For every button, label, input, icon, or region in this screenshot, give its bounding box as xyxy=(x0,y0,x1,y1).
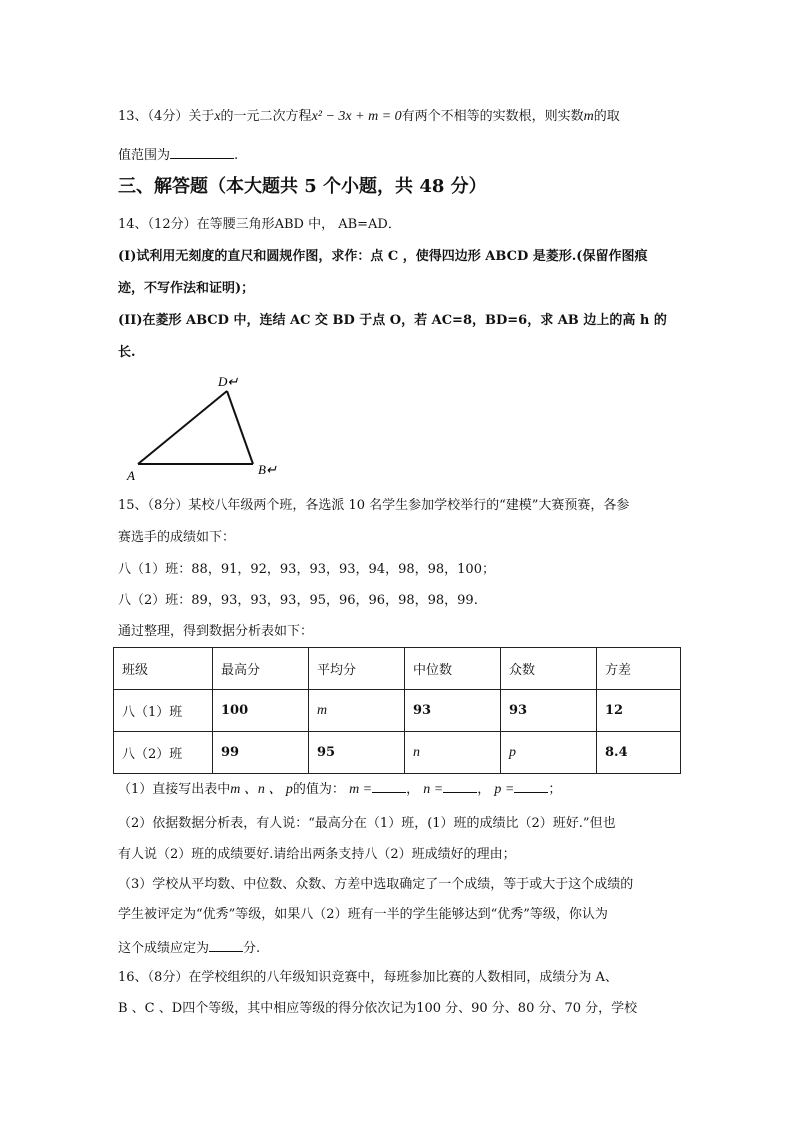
q13-var-m: m xyxy=(583,109,594,124)
table-cell: 八（2）班 xyxy=(114,732,213,774)
q15-sub1-mid: 的值为： xyxy=(292,782,345,797)
triangle-side-db xyxy=(227,391,253,464)
p-answer-blank[interactable] xyxy=(514,778,548,793)
q13-suffix: 的取 xyxy=(593,109,620,124)
table-header-cell: 平均分 xyxy=(309,648,405,690)
vertex-b-label: B↵ xyxy=(258,462,277,477)
q13-mid1: 的一元二次方程 xyxy=(220,109,312,124)
q13-prefix: 13、（4分）关于 xyxy=(118,109,215,124)
table-header-cell: 最高分 xyxy=(213,648,309,690)
table-cell: m xyxy=(309,690,405,732)
q15-sub3-line3-suffix: 分. xyxy=(243,941,261,956)
q13-line2 xyxy=(118,144,680,166)
q13-answer-blank[interactable] xyxy=(170,144,234,159)
n-answer-blank[interactable] xyxy=(443,778,477,793)
q16-line1: 16、（8分）在学校组织的八年级知识竞赛中，每班参加比赛的人数相同，成绩分为 A、 xyxy=(118,970,618,985)
table-header-cell: 中位数 xyxy=(405,648,501,690)
vertex-a-label: A xyxy=(127,468,135,483)
q15-line2: 赛选手的成绩如下： xyxy=(118,530,236,545)
table-cell: 八（1）班 xyxy=(114,690,213,732)
table-header-cell: 班级 xyxy=(114,648,213,690)
data-analysis-table xyxy=(113,647,681,774)
q15-sub1-prefix: （1）直接写出表中 xyxy=(118,782,231,797)
q13-line1 xyxy=(118,107,680,127)
q14-line4: (II)在菱形 ABCD 中，连结 AC 交 BD 于点 O，若 AC=8，BD=6，求 AB 边上的高 h 的 xyxy=(118,313,667,328)
triangle-side-ad xyxy=(138,391,227,464)
q15-sub2-line2: 有人说（2）班的成绩要好.请给出两条支持八（2）班成绩好的理由； xyxy=(118,847,516,862)
table-row xyxy=(114,732,681,774)
m-answer-blank[interactable] xyxy=(372,778,406,793)
triangle-abd-figure xyxy=(120,372,290,487)
q16-line2: B 、C 、D四个等级，其中相应等级的得分依次记为100 分、90 分、80 分、70 分，学校 xyxy=(118,1001,638,1016)
table-cell: 8.4 xyxy=(597,732,681,774)
q15-sub3-line3 xyxy=(118,937,680,959)
table-header-cell: 众数 xyxy=(501,648,597,690)
q14-line3: 迹，不写作法和证明)； xyxy=(118,281,255,296)
table-header-row xyxy=(114,648,681,690)
table-cell: 95 xyxy=(309,732,405,774)
table-cell: 100 xyxy=(213,690,309,732)
q13-var-x: x xyxy=(214,109,221,124)
table-cell: n xyxy=(405,732,501,774)
q14-line2: (I)试利用无刻度的直尺和圆规作图，求作：点 C ，使得四边形 ABCD 是菱形.(保留作图痕 xyxy=(118,249,648,264)
q15-sub1-p-label: p = xyxy=(494,782,515,797)
q13-mid2: 有两个不相等的实数根，则实数 xyxy=(401,109,584,124)
table-cell: 12 xyxy=(597,690,681,732)
table-cell: p xyxy=(501,732,597,774)
q15-sub1-vars: m 、n 、 p xyxy=(230,782,293,797)
q13-line2-text: 值范围为 xyxy=(118,148,171,163)
q14-line1: 14、（12分）在等腰三角形ABD 中， AB=AD． xyxy=(118,217,401,232)
table-cell: 93 xyxy=(501,690,597,732)
q15-sub3-line2: 学生被评定为“优秀”等级，如果八（2）班有一半的学生能够达到“优秀”等级，你认为 xyxy=(118,907,608,922)
table-cell: 99 xyxy=(213,732,309,774)
table-row xyxy=(114,690,681,732)
q15-sub1-n-label: n = xyxy=(423,782,444,797)
q15-sub1: （1）直接写出表中m 、n 、 p的值为： m = ， n = ， p = ； xyxy=(118,778,680,800)
q15-table-intro: 通过整理，得到数据分析表如下： xyxy=(118,624,314,639)
q15-class1-scores: 八（1）班：88，91，92，93，93，93，94，98，98，100； xyxy=(118,562,495,577)
q15-sub1-end: ； xyxy=(548,782,562,797)
q15-sub3-line1: （3）学校从平均数、中位数、众数、方差中选取确定了一个成绩，等于或大于这个成绩的 xyxy=(118,877,634,892)
q14-line5: 长. xyxy=(118,345,136,360)
score-answer-blank[interactable] xyxy=(209,937,243,952)
section-3-title: 三、解答题（本大题共 5 个小题，共 48 分） xyxy=(118,176,487,197)
q15-sub2-line1: （2）依据数据分析表，有人说：“最高分在（1）班，(1）班的成绩比（2）班好.”但也 xyxy=(118,816,616,831)
q13-equation: x² − 3x + m = 0 xyxy=(311,109,402,124)
q15-line1: 15、（8分）某校八年级两个班，各选派 10 名学生参加学校举行的“建模”大赛预赛，各参 xyxy=(118,498,630,513)
q15-sub3-line3-prefix: 这个成绩应定为 xyxy=(118,941,210,956)
q13-end: . xyxy=(234,148,239,163)
table-cell: 93 xyxy=(405,690,501,732)
vertex-d-label: D↵ xyxy=(218,374,239,389)
q15-sub1-m-label: m = xyxy=(349,782,373,797)
q15-class2-scores: 八（2）班：89，93，93，93，95，96，96，98，98，99. xyxy=(118,593,478,608)
table-header-cell: 方差 xyxy=(597,648,681,690)
